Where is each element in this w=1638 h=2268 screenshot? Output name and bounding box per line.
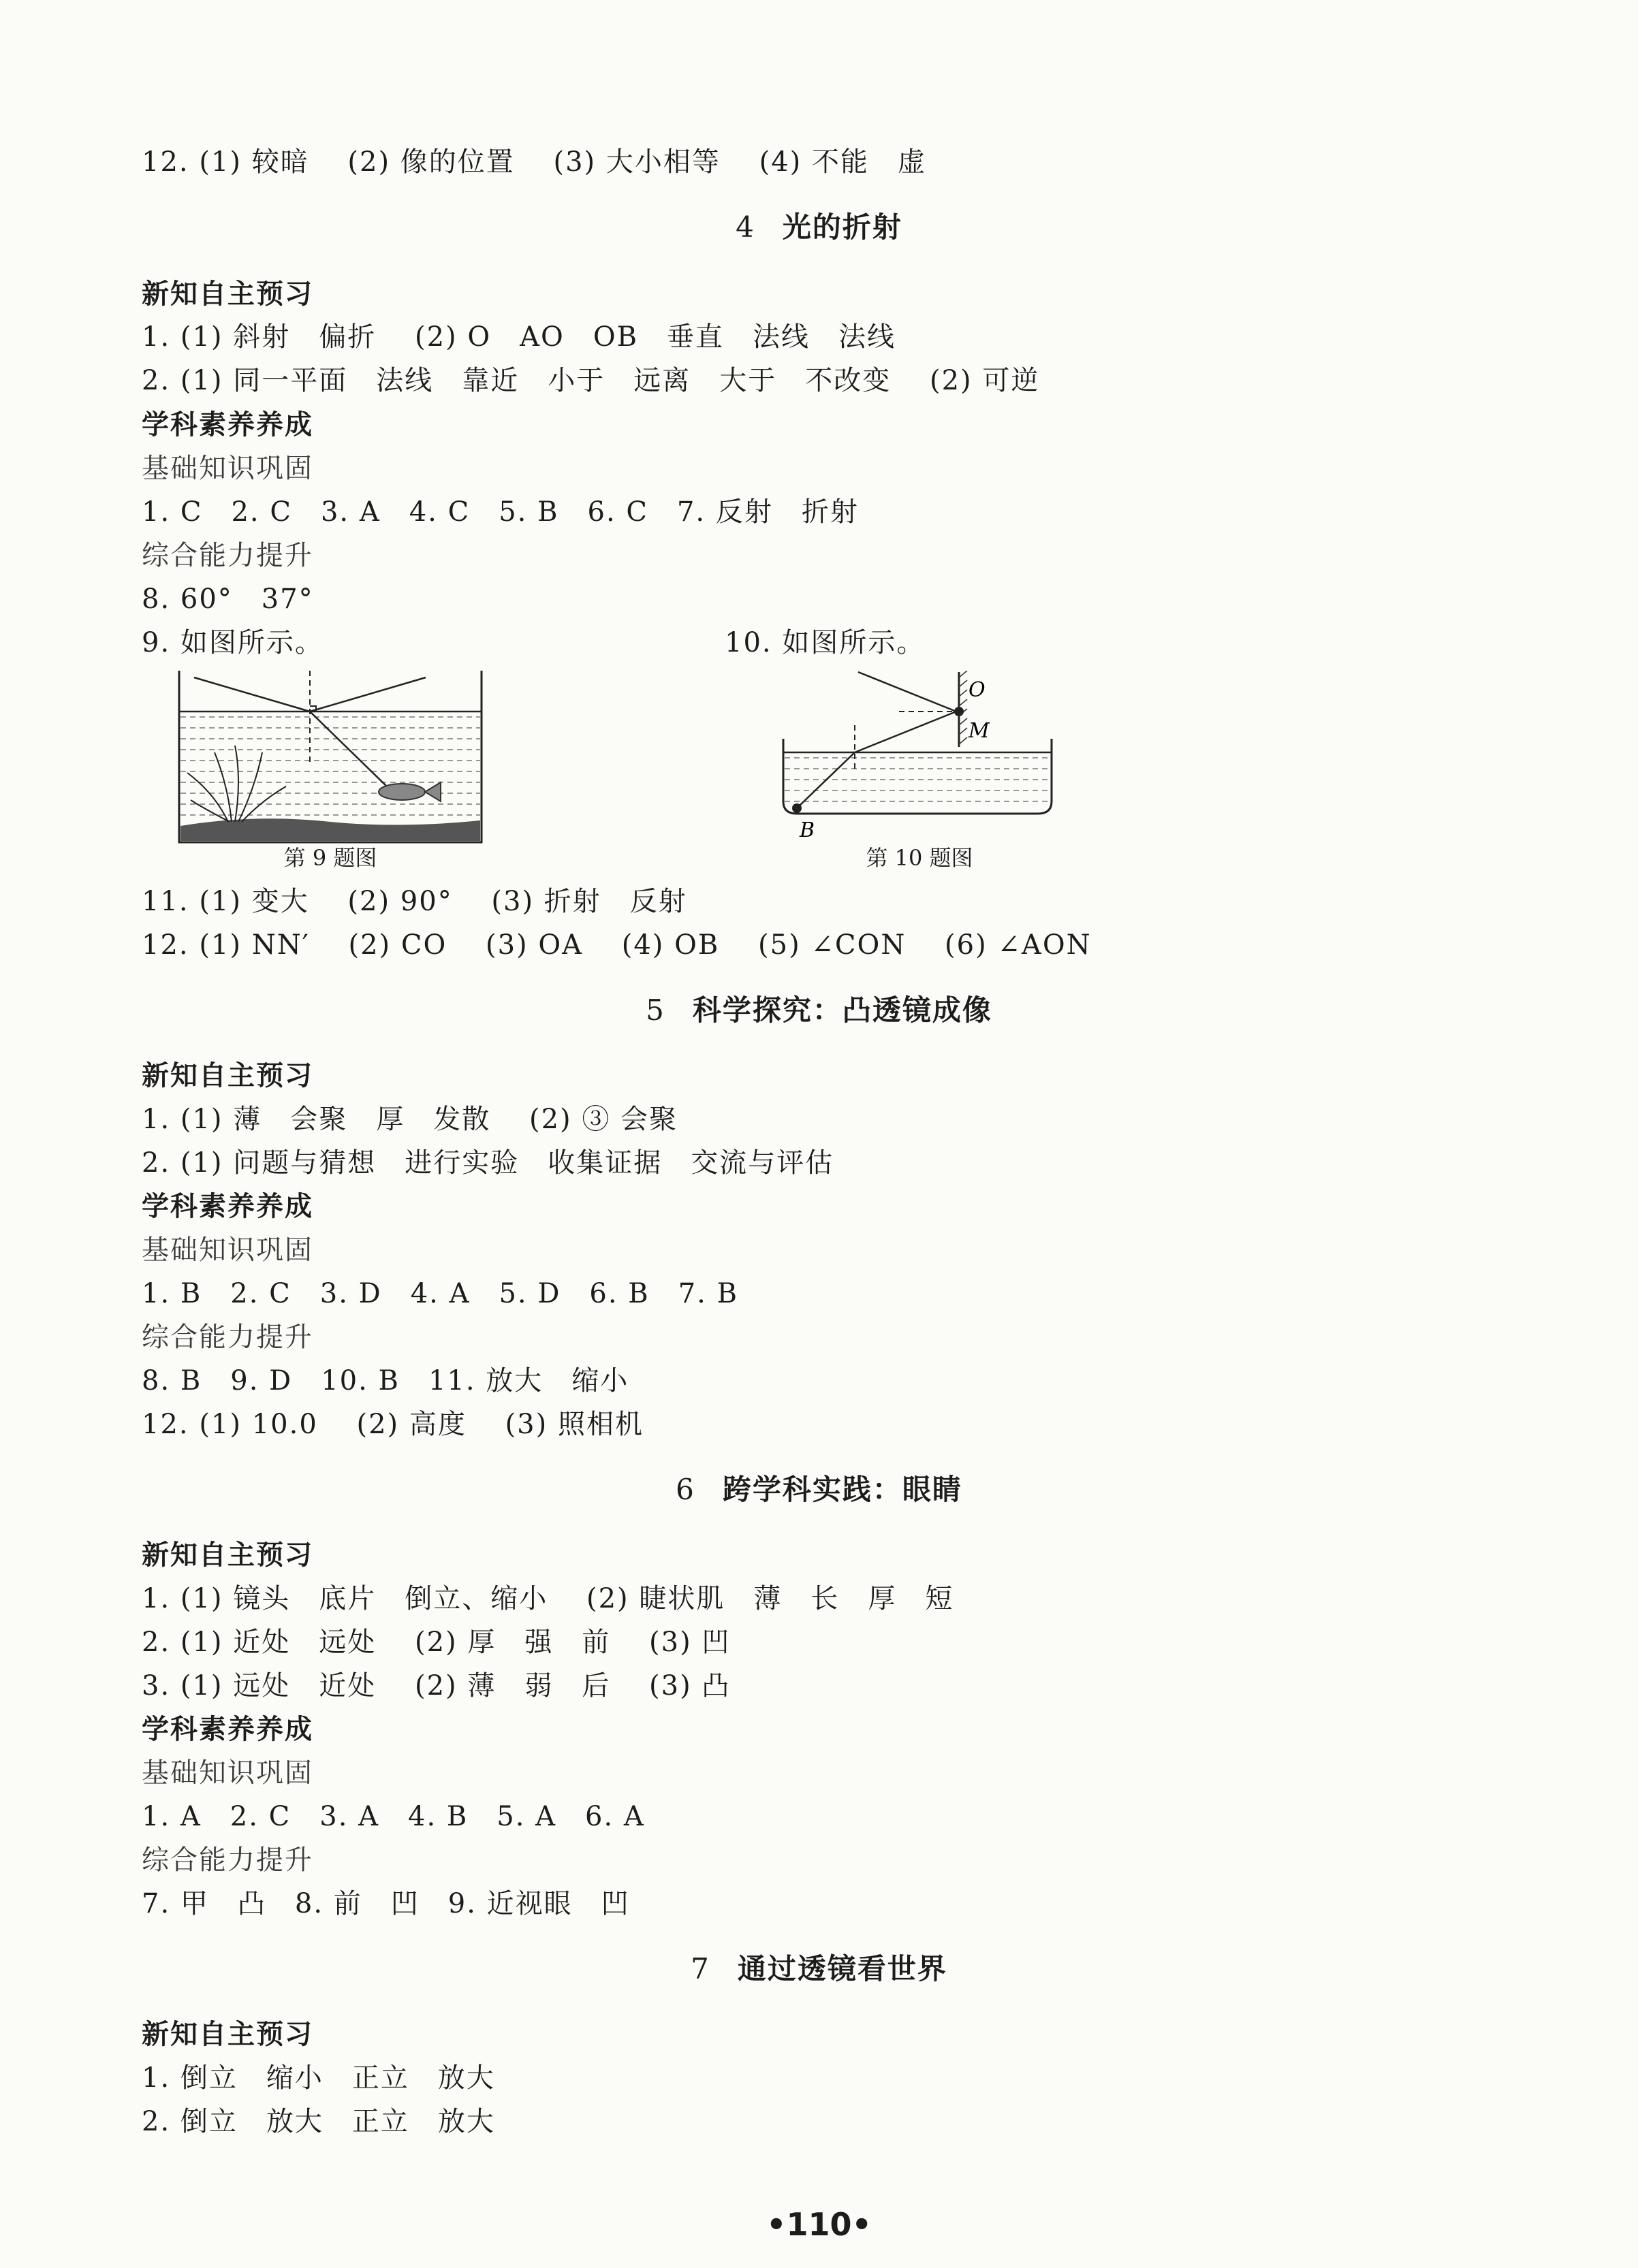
point-o [954, 707, 964, 716]
answer-line: 7. 甲 凸 8. 前 凹 9. 近视眼 凹 [142, 1888, 630, 1919]
subheading-minor: 综合能力提升 [142, 540, 313, 571]
answer-line: 8. 60° 37° [142, 584, 314, 615]
subheading: 学科素养养成 [142, 1714, 313, 1745]
section-number: 6 [676, 1473, 695, 1506]
answer-line: 1. A 2. C 3. A 4. B 5. A 6. A [142, 1801, 645, 1832]
answer-line: 1. (1) 斜射 偏折 (2) O AO OB 垂直 法线 法线 [142, 321, 896, 353]
answer-line: 2. (1) 同一平面 法线 靠近 小于 远离 大于 不改变 (2) 可逆 [142, 365, 1040, 396]
subheading: 学科素养养成 [142, 409, 313, 441]
page-number: •110• [766, 2206, 872, 2243]
subheading-minor: 基础知识巩固 [142, 453, 313, 484]
label-m: M [968, 719, 990, 743]
answer-line: 10. 如图所示。 [725, 627, 926, 658]
figure-10-refraction [776, 671, 1076, 841]
reflected-ray [855, 712, 956, 752]
subheading-minor: 综合能力提升 [142, 1322, 313, 1353]
section-title-text: 通过透镜看世界 [737, 1952, 947, 1985]
answer-line: 9. 如图所示。 [142, 627, 324, 658]
section-title [0, 1471, 1638, 1509]
answer-line: 11. (1) 变大 (2) 90° (3) 折射 反射 [142, 886, 687, 917]
answer-line: 1. B 2. C 3. D 4. A 5. D 6. B 7. B [142, 1278, 738, 1309]
riverbed [180, 818, 480, 841]
section-title [0, 1950, 1638, 1988]
answer-line: 8. B 9. D 10. B 11. 放大 缩小 [142, 1365, 629, 1396]
section-title-text: 科学探究：凸透镜成像 [692, 993, 992, 1027]
answer-line: 12. (1) 较暗 (2) 像的位置 (3) 大小相等 (4) 不能 虚 [142, 146, 926, 178]
answer-line: 12. (1) NN′ (2) CO (3) OA (4) OB (5) ∠CON (6) ∠AON [142, 929, 1092, 961]
subheading-minor: 基础知识巩固 [142, 1757, 313, 1789]
section-title [0, 991, 1638, 1029]
answer-line: 3. (1) 远处 近处 (2) 薄 弱 后 (3) 凸 [142, 1670, 731, 1702]
answer-line: 1. C 2. C 3. A 4. C 5. B 6. C 7. 反射 折射 [142, 496, 859, 528]
answer-line: 12. (1) 10.0 (2) 高度 (3) 照相机 [142, 1409, 644, 1440]
figure-10-caption: 第 10 题图 [866, 845, 973, 871]
subheading: 新知自主预习 [142, 278, 313, 310]
section-number: 7 [691, 1952, 710, 1985]
answer-line: 1. (1) 薄 会聚 厚 发散 (2) ③ 会聚 [142, 1104, 678, 1135]
subheading: 新知自主预习 [142, 1060, 313, 1091]
subheading-minor: 综合能力提升 [142, 1844, 313, 1876]
answer-line: 2. (1) 问题与猜想 进行实验 收集证据 交流与评估 [142, 1147, 834, 1179]
water-plant [187, 746, 286, 822]
container-outline [179, 671, 482, 842]
subheading: 新知自主预习 [142, 2019, 313, 2050]
answer-line: 2. (1) 近处 远处 (2) 厚 强 前 (3) 凹 [142, 1627, 731, 1658]
incident-ray [194, 677, 310, 712]
subheading: 新知自主预习 [142, 1539, 313, 1571]
section-number: 5 [646, 993, 665, 1027]
reflected-ray [310, 677, 426, 712]
water-hatching [785, 758, 1050, 801]
label-b: B [800, 818, 815, 841]
section-title-text: 光的折射 [782, 210, 902, 244]
figure-9-refraction [174, 671, 487, 848]
subheading: 学科素养养成 [142, 1191, 313, 1222]
answer-line: 1. (1) 镜头 底片 倒立、缩小 (2) 睫状肌 薄 长 厚 短 [142, 1583, 954, 1614]
section-title-text: 跨学科实践：眼睛 [722, 1473, 962, 1506]
section-title [0, 208, 1638, 246]
incident-ray [858, 672, 956, 712]
container-outline [783, 739, 1052, 814]
answer-line: 1. 倒立 缩小 正立 放大 [142, 2062, 495, 2094]
fish-icon [379, 782, 441, 801]
figure-9-caption: 第 9 题图 [283, 845, 377, 871]
section-number: 4 [736, 210, 755, 244]
answer-line: 2. 倒立 放大 正立 放大 [142, 2106, 495, 2137]
subheading-minor: 基础知识巩固 [142, 1234, 313, 1266]
point-b [792, 803, 802, 813]
label-o: O [968, 678, 986, 702]
